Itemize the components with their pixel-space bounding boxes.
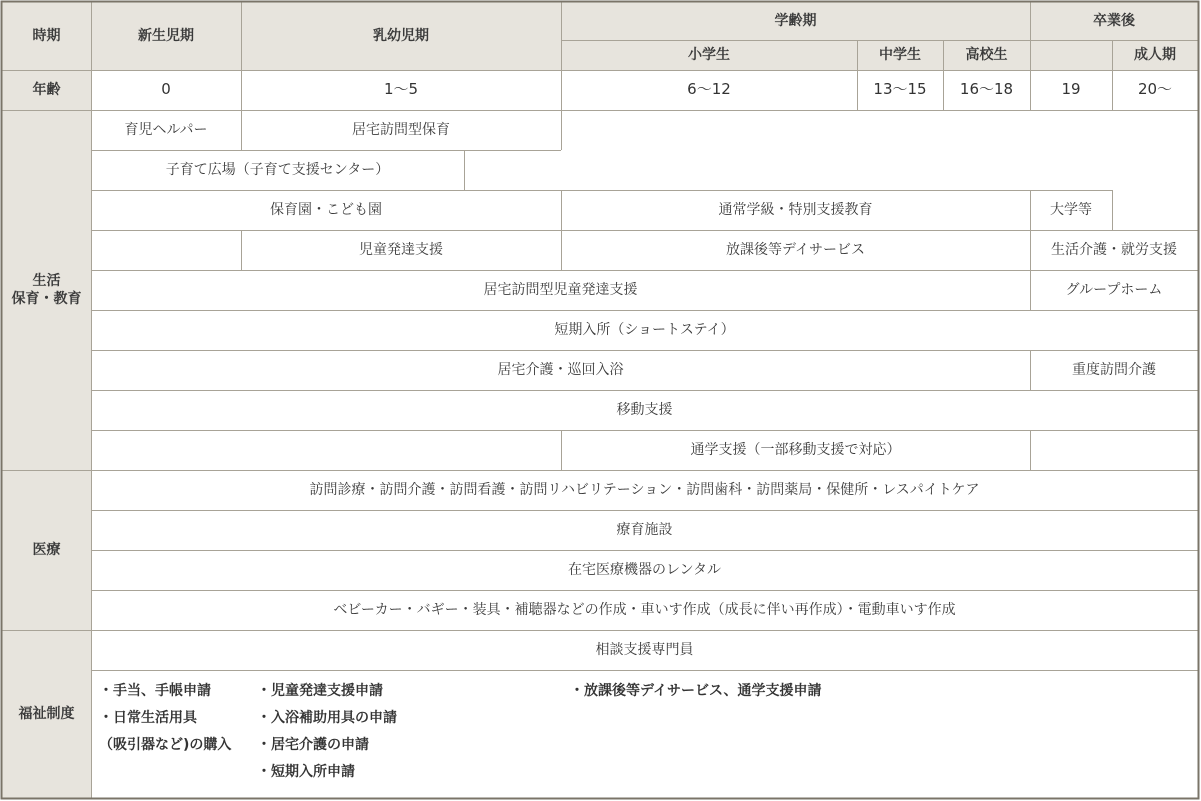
service-therapy-facility: 療育施設 (91, 510, 1198, 550)
header-adult: 成人期 (1112, 40, 1198, 70)
service-home-visits: 訪問診療・訪問介護・訪問看護・訪問リハビリテーション・訪問歯科・訪問薬局・保健所・レスパイトケア (91, 470, 1198, 510)
service-group-home: グループホーム (1030, 270, 1198, 310)
service-commute-support: 通学支援（一部移動支援で対応） (561, 430, 1030, 470)
header-infant: 乳幼児期 (241, 2, 561, 70)
service-equipment-rental: 在宅医療機器のレンタル (91, 550, 1198, 590)
header-school-age: 学齢期 (561, 2, 1030, 40)
age-value: 19 (1061, 80, 1081, 99)
header-period-label: 時期 (2, 2, 91, 70)
age-label: 年齢 (2, 70, 91, 110)
header-junior-high: 中学生 (857, 40, 943, 70)
header-graduation: 卒業後 (1030, 2, 1198, 40)
list-item: ・放課後等デイサービス、通学支援申請 (570, 683, 822, 699)
service-after-school-day: 放課後等デイサービス (561, 230, 1030, 270)
header-elementary: 小学生 (561, 40, 857, 70)
header-graduation-blank (1030, 40, 1112, 70)
age-value: 1〜5 (383, 80, 419, 99)
service-child-dev-support: 児童発達支援 (241, 230, 561, 270)
service-aids: ベビーカー・バギー・装具・補聴器などの作成・車いす作成（成長に伴い再作成）・電動車いす作成 (91, 590, 1198, 630)
service-university: 大学等 (1030, 190, 1112, 230)
category-medical: 医療 (2, 470, 91, 630)
service-home-care-bath: 居宅介護・巡回入浴 (91, 350, 1030, 390)
service-childcare-helper: 育児ヘルパー (91, 110, 241, 150)
service-life-care-work: 生活介護・就労支援 (1030, 230, 1198, 270)
welfare-list-3 (570, 678, 821, 705)
list-item: ・入浴補助用具の申請 (257, 710, 397, 726)
service-home-visit-child-dev: 居宅訪問型児童発達支援 (91, 270, 1030, 310)
age-value: 16〜18 (959, 80, 1014, 99)
service-consultant: 相談支援専門員 (91, 630, 1198, 670)
service-home-visit-childcare: 居宅訪問型保育 (241, 110, 561, 150)
list-item: ・短期入所申請 (257, 764, 355, 780)
list-item: ・手当、手帳申請 (99, 683, 211, 699)
header-high-school: 高校生 (943, 40, 1030, 70)
category-welfare: 福祉制度 (2, 630, 91, 798)
service-mobility-support: 移動支援 (91, 390, 1198, 430)
list-item: ・日常生活用具 (99, 710, 197, 726)
list-item: ・居宅介護の申請 (257, 737, 369, 753)
age-value: 20〜 (1137, 80, 1173, 99)
list-item: （吸引器など)の購入 (99, 737, 232, 753)
service-severe-home-care: 重度訪問介護 (1030, 350, 1198, 390)
age-value: 6〜12 (687, 80, 731, 99)
service-child-plaza: 子育て広場（子育て支援センター） (91, 150, 464, 190)
category-life: 生活 保育・教育 (2, 110, 91, 470)
age-value: 13〜15 (873, 80, 927, 99)
service-short-stay: 短期入所（ショートステイ） (91, 310, 1198, 350)
list-item: ・児童発達支援申請 (257, 683, 383, 699)
service-regular-special-ed: 通常学級・特別支援教育 (561, 190, 1030, 230)
header-newborn: 新生児期 (91, 2, 241, 70)
age-value: 0 (161, 80, 171, 99)
welfare-list-1 (99, 678, 231, 759)
welfare-list-2 (257, 678, 397, 786)
service-nursery: 保育園・こども園 (91, 190, 561, 230)
